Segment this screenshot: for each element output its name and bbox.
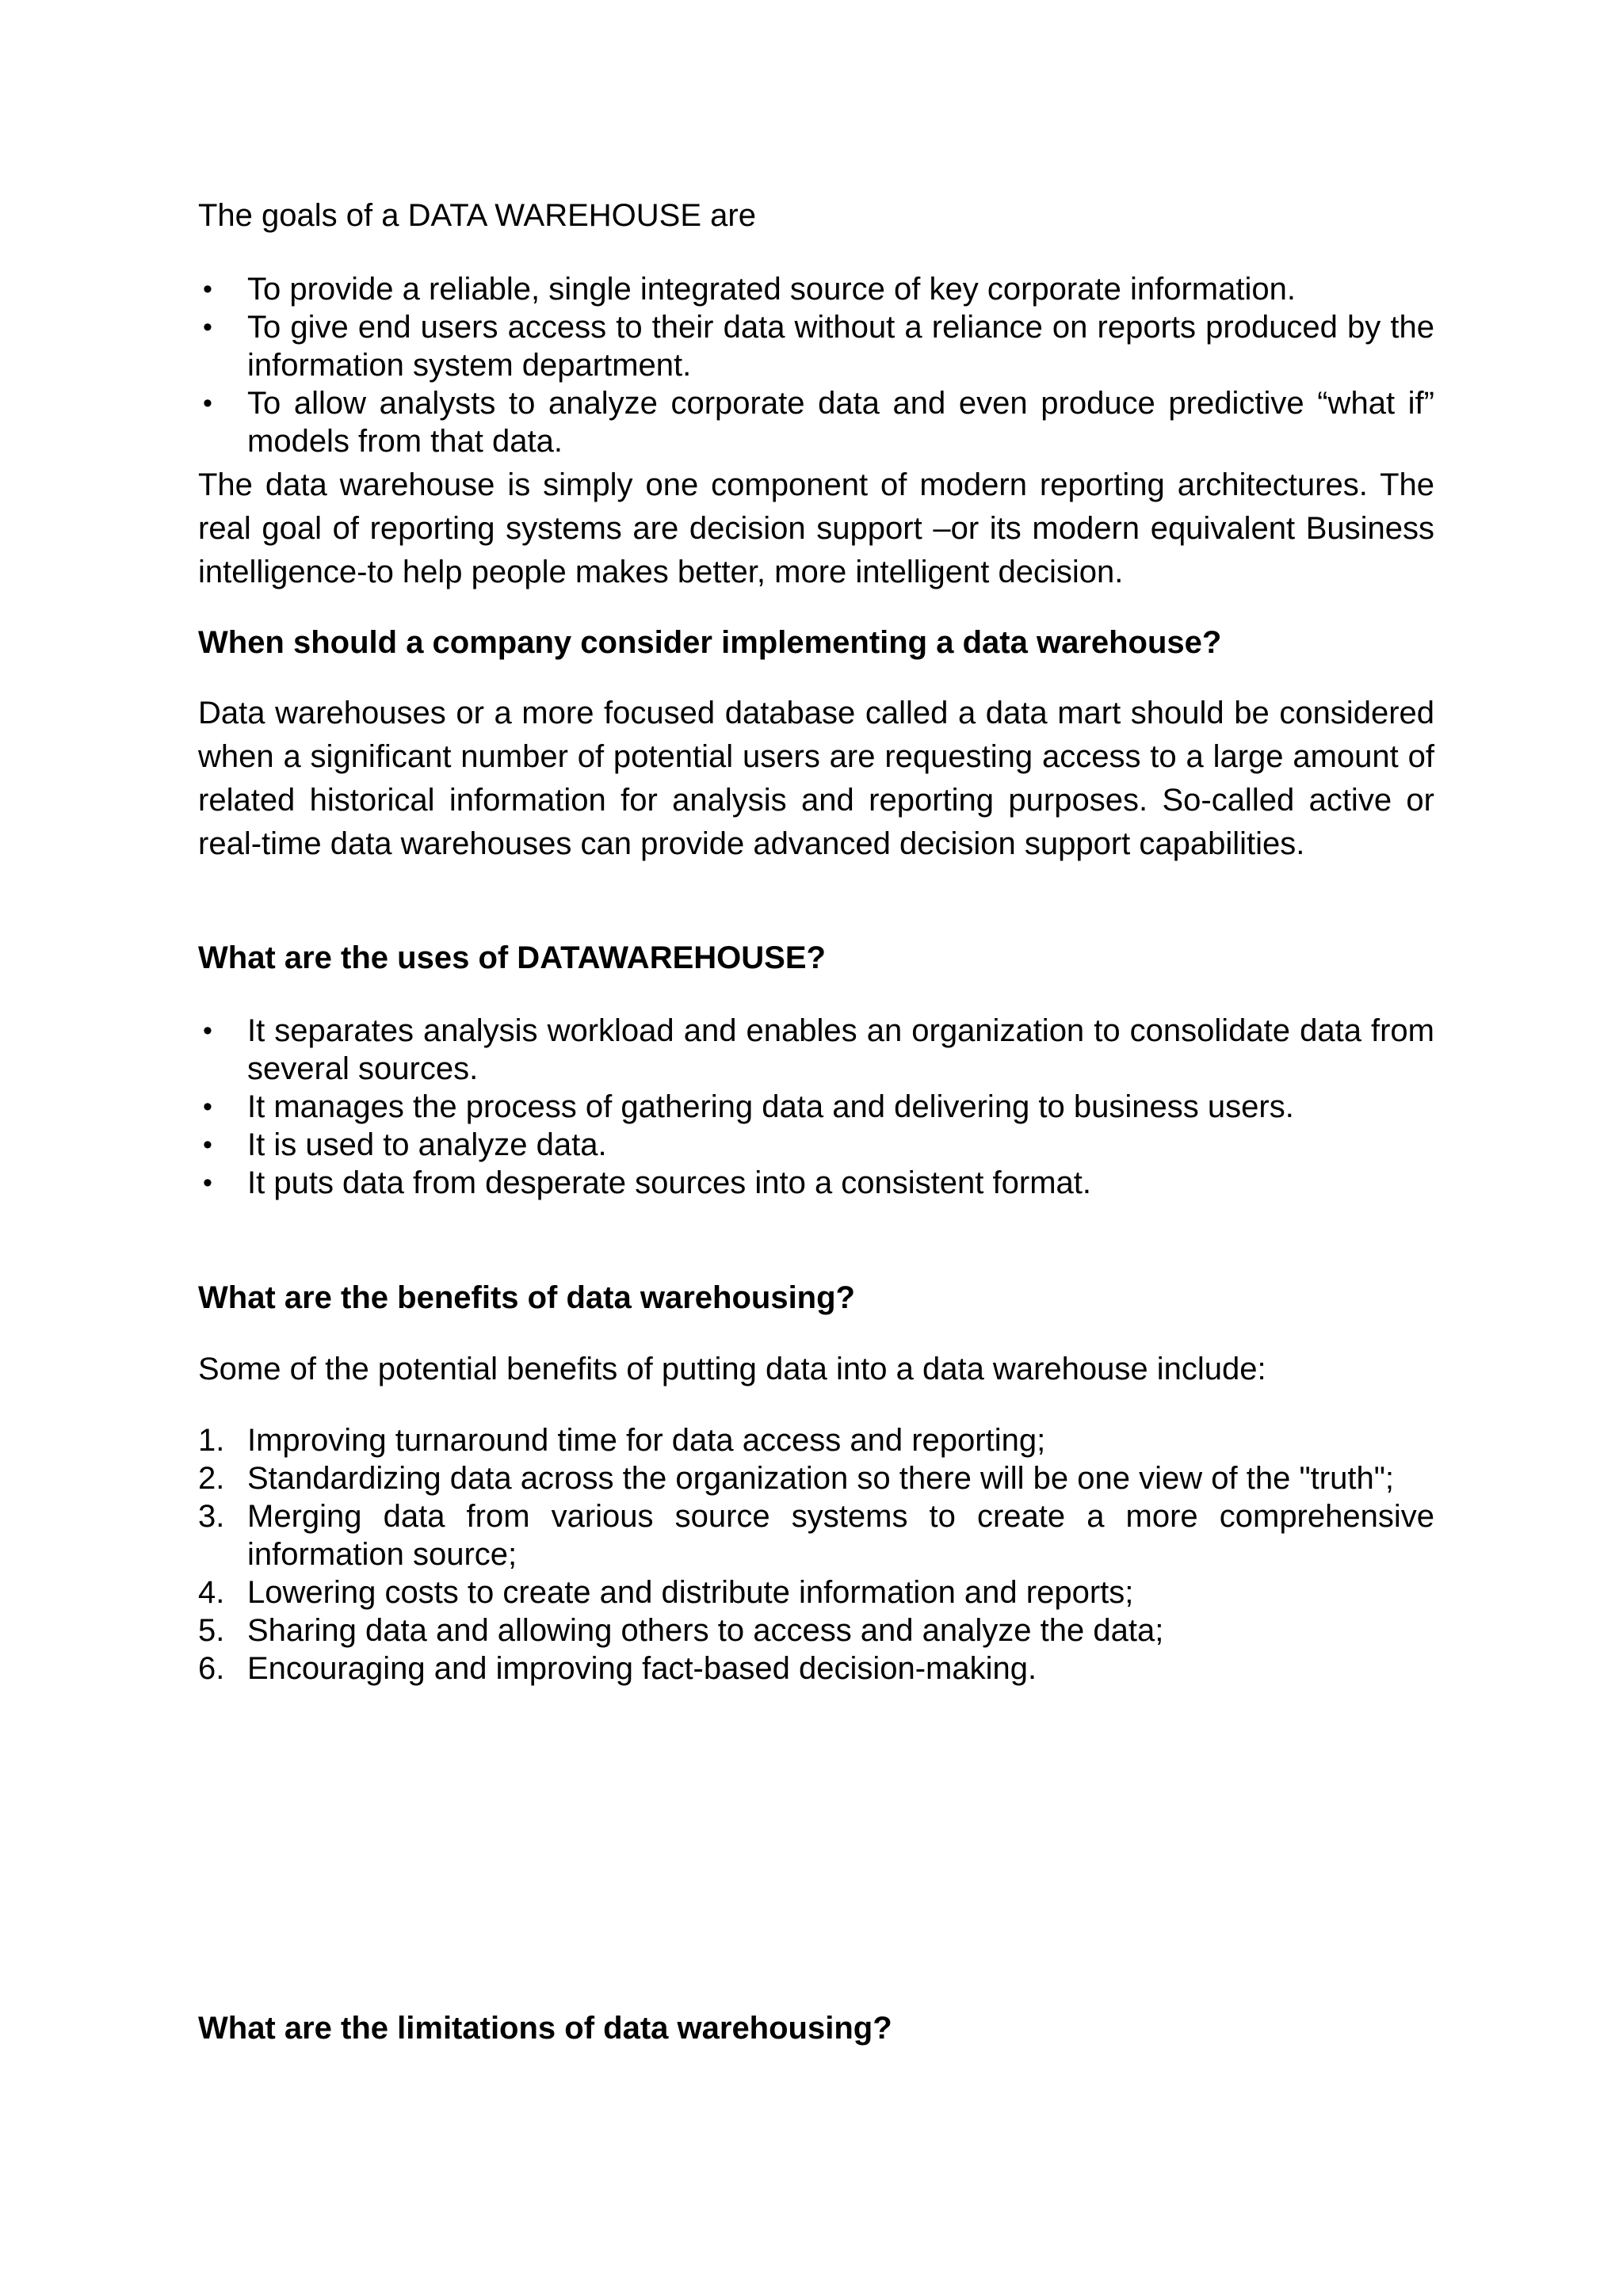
benefits-heading: What are the benefits of data warehousing? [198,1280,855,1315]
list-item [198,1012,1434,1088]
benefit-text: Standardizing data across the organization so there will be one view of the "truth"; [247,1461,1395,1496]
list-item [198,1088,1434,1126]
use-text: It manages the process of gathering data and delivering to business users. [247,1089,1294,1124]
benefits-list [198,1421,1434,1688]
use-text: It separates analysis workload and enables an organization to consolidate data from several sources. [247,1013,1434,1086]
list-item [198,1459,1434,1497]
item-number: 3. [198,1499,225,1534]
list-item [198,270,1434,308]
item-number: 5. [198,1613,225,1648]
list-item [198,384,1434,460]
uses-list [198,1012,1434,1202]
list-item [198,1650,1434,1688]
list-item [198,1164,1434,1202]
item-number: 6. [198,1651,225,1686]
bullet-icon: • [203,388,212,418]
bullet-icon: • [203,312,212,342]
benefit-text: Encouraging and improving fact-based decision-making. [247,1651,1037,1686]
benefit-text: Sharing data and allowing others to access and analyze the data; [247,1613,1164,1648]
goal-text: To give end users access to their data without a reliance on reports produced by the information system department. [247,310,1434,383]
benefit-text: Improving turnaround time for data access and reporting; [247,1423,1046,1458]
goal-text: To allow analysts to analyze corporate data and even produce predictive “what if” models from that data. [247,386,1434,459]
list-item [198,1421,1434,1459]
benefits-list-container [198,1421,1434,1688]
bullet-icon: • [203,274,212,304]
item-number: 1. [198,1423,225,1458]
benefit-text: Lowering costs to create and distribute information and reports; [247,1575,1134,1610]
bullet-icon: • [203,1168,212,1198]
bullet-icon: • [203,1016,212,1046]
list-item [198,1573,1434,1611]
goals-paragraph-text: The data warehouse is simply one component of modern reporting architectures. The real goal of reporting systems are decision support –or its modern equivalent Business intelligence-to help people makes better, more intelligent decision. [198,467,1434,589]
bullet-icon: • [203,1130,212,1160]
goals-list-container [198,270,1434,460]
use-text: It puts data from desperate sources into a consistent format. [247,1165,1091,1200]
goal-text: To provide a reliable, single integrated source of key corporate information. [247,272,1296,307]
benefits-intro: Some of the potential benefits of putting data into a data warehouse include: [198,1352,1266,1386]
use-text: It is used to analyze data. [247,1127,607,1162]
goals-list [198,270,1434,460]
when-paragraph [198,692,1434,866]
list-item [198,1497,1434,1573]
document-page [198,0,1434,2296]
goals-paragraph [198,463,1434,594]
uses-list-container [198,1012,1434,1202]
intro-title: The goals of a DATA WAREHOUSE are [198,198,756,233]
list-item [198,1126,1434,1164]
when-heading: When should a company consider implementing a data warehouse? [198,625,1222,660]
when-paragraph-text: Data warehouses or a more focused database called a data mart should be considered when a significant number of potential users are requesting access to a large amount of related historical information for analysis and reporting purposes. So-called active or real-time data warehouses can provide advanced decision support capabilities. [198,696,1434,861]
item-number: 2. [198,1461,225,1496]
bullet-icon: • [203,1092,212,1122]
list-item [198,308,1434,384]
benefit-text: Merging data from various source systems to create a more comprehensive information source; [247,1499,1434,1572]
limitations-heading: What are the limitations of data warehousing? [198,2011,892,2046]
item-number: 4. [198,1575,225,1610]
uses-heading: What are the uses of DATAWAREHOUSE? [198,940,826,975]
list-item [198,1611,1434,1650]
